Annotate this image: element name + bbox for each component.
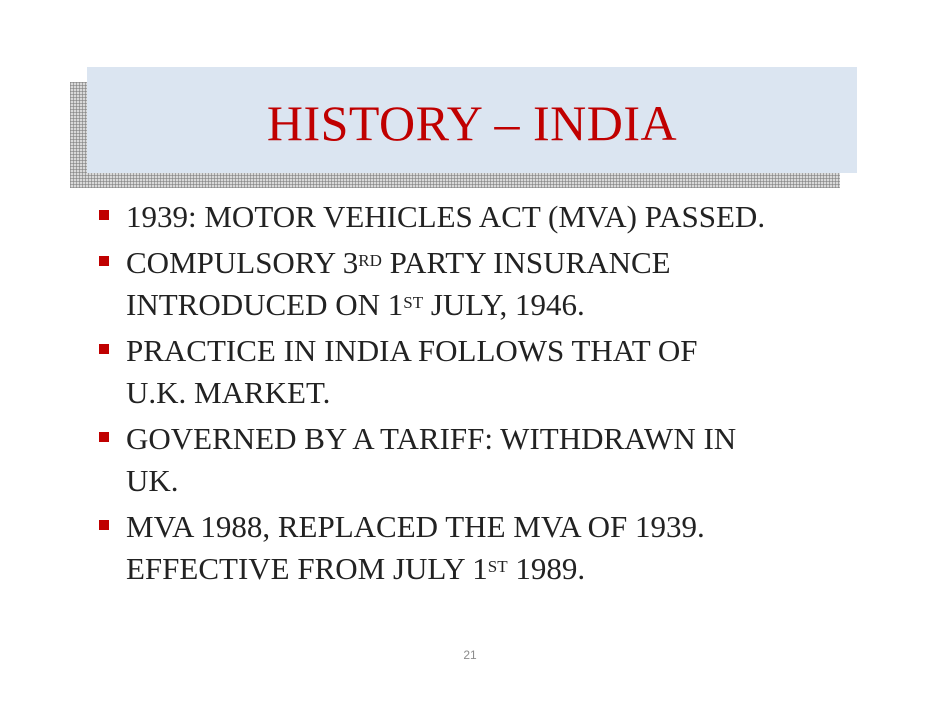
bullet-text: PRACTICE IN INDIA FOLLOWS THAT OF bbox=[126, 333, 698, 368]
bullet-square-icon bbox=[99, 344, 109, 354]
bullet-line bbox=[126, 506, 898, 548]
bullet-square-icon bbox=[99, 256, 109, 266]
superscript: ST bbox=[487, 557, 508, 576]
superscript: RD bbox=[358, 251, 382, 270]
bullet-text: U.K. MARKET. bbox=[126, 375, 331, 410]
bullet-line bbox=[126, 242, 898, 284]
title-box bbox=[87, 67, 857, 173]
bullet-item bbox=[98, 242, 898, 326]
bullet-text: JULY, 1946. bbox=[423, 287, 585, 322]
bullet-text: INTRODUCED ON 1 bbox=[126, 287, 404, 322]
bullet-text: COMPULSORY 3 bbox=[126, 245, 359, 280]
bullet-square-icon bbox=[99, 432, 109, 442]
slide-title: HISTORY – INDIA bbox=[266, 95, 678, 151]
bullet-item bbox=[98, 330, 898, 414]
bullet-line bbox=[126, 196, 898, 238]
bullet-line bbox=[126, 460, 898, 502]
bullet-text: 1939: MOTOR VEHICLES ACT (MVA) PASSED. bbox=[126, 199, 766, 234]
bullet-text: 1989. bbox=[507, 551, 586, 586]
bullet-text: GOVERNED BY A TARIFF: WITHDRAWN IN bbox=[126, 421, 737, 456]
superscript: ST bbox=[403, 293, 424, 312]
bullet-text: MVA 1988, REPLACED THE MVA OF 1939. bbox=[126, 509, 705, 544]
bullet-list bbox=[98, 196, 898, 594]
bullet-item bbox=[98, 506, 898, 590]
bullet-text: UK. bbox=[126, 463, 179, 498]
bullet-line bbox=[126, 372, 898, 414]
bullet-square-icon bbox=[99, 520, 109, 530]
bullet-item bbox=[98, 418, 898, 502]
bullet-item bbox=[98, 196, 898, 238]
bullet-line bbox=[126, 548, 898, 590]
bullet-line bbox=[126, 284, 898, 326]
bullet-square-icon bbox=[99, 210, 109, 220]
bullet-text: EFFECTIVE FROM JULY 1 bbox=[126, 551, 488, 586]
page-number: 21 bbox=[463, 648, 477, 662]
bullet-line bbox=[126, 330, 898, 372]
bullet-line bbox=[126, 418, 898, 460]
bullet-text: PARTY INSURANCE bbox=[381, 245, 671, 280]
